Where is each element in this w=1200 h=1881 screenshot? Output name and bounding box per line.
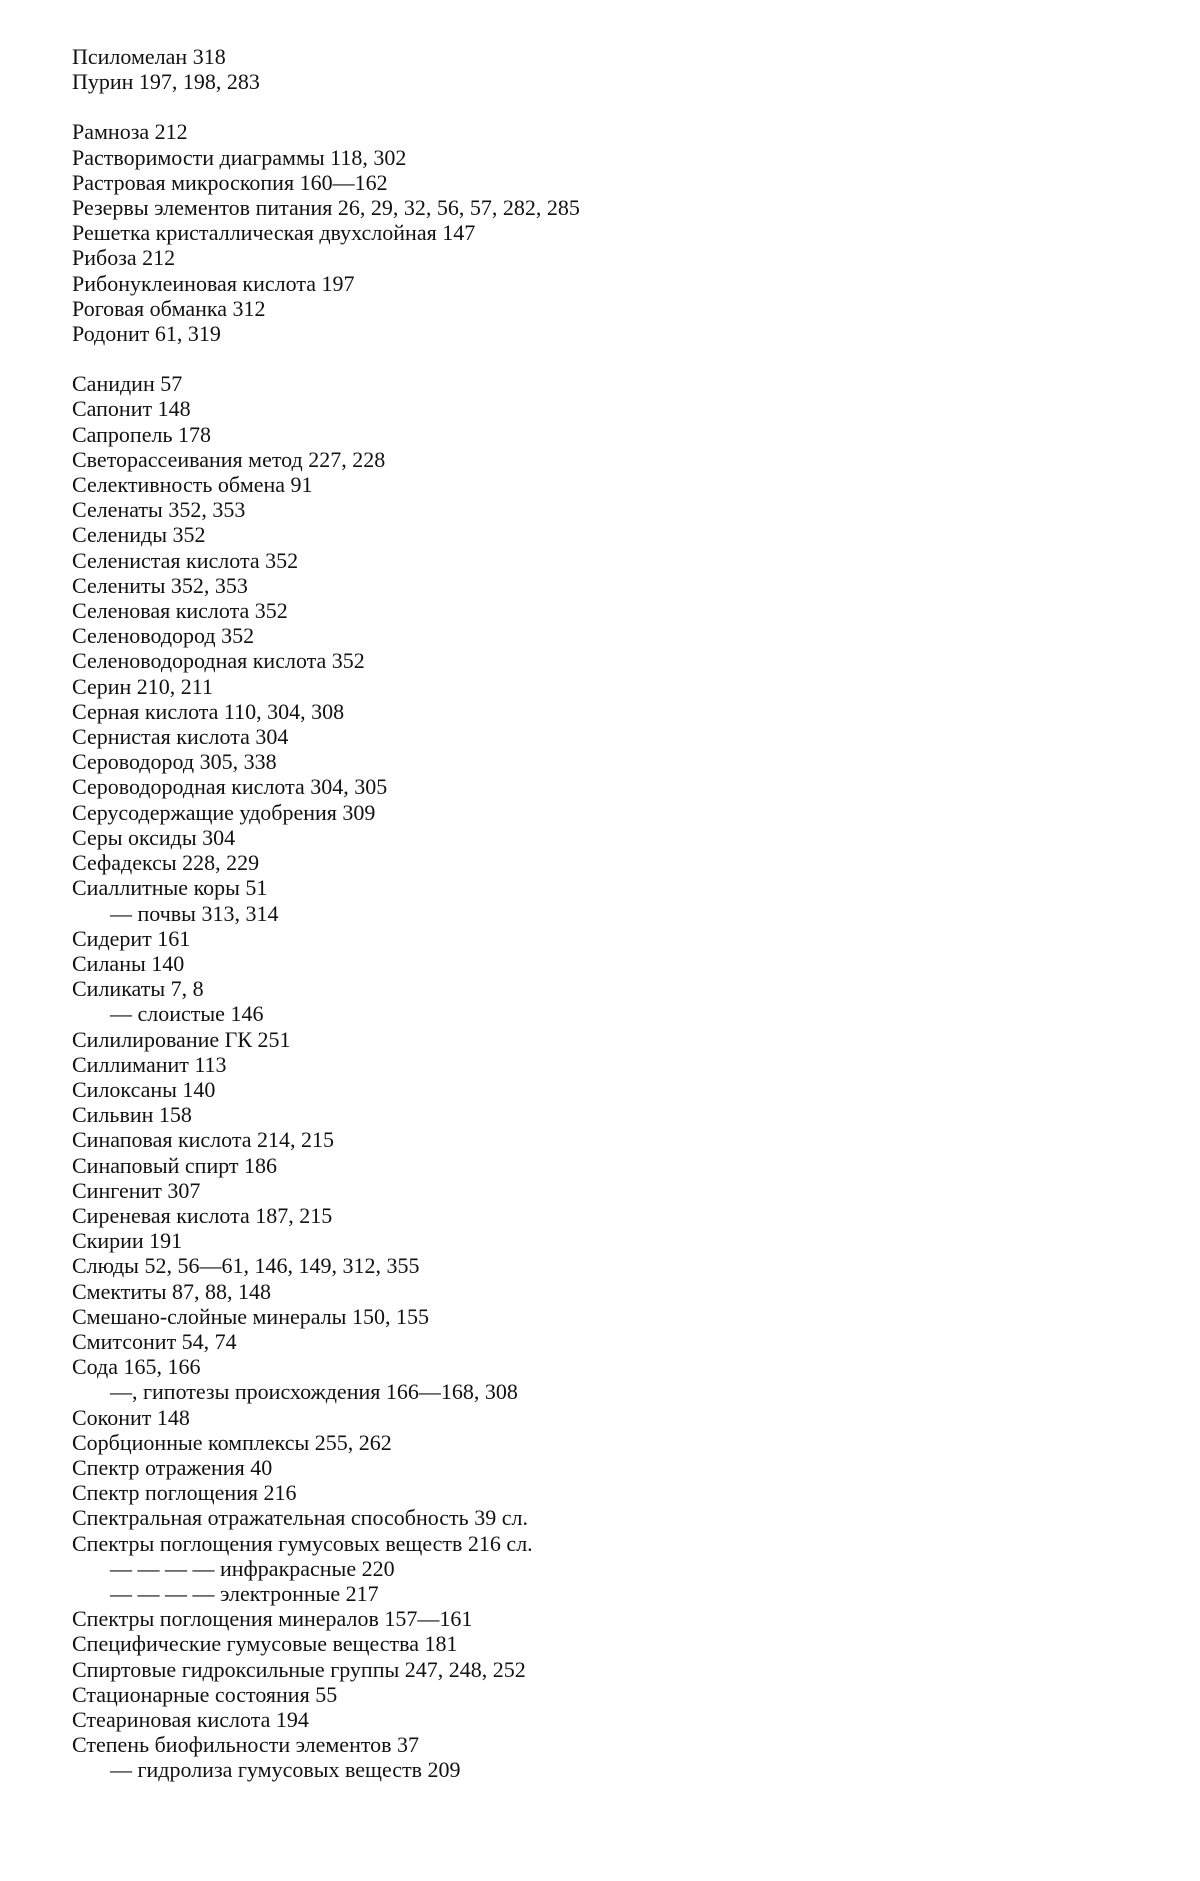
index-entry: Селенаты 352, 353 bbox=[72, 497, 246, 523]
index-entry: Псиломелан 318 bbox=[72, 44, 226, 69]
index-entry: Рибоза 212 bbox=[72, 245, 176, 271]
index-entry: Смитсонит 54, 74 bbox=[72, 1328, 237, 1354]
index-subentry: — гидролиза гумусовых веществ 209 bbox=[110, 1757, 461, 1783]
index-entry: Смешано-слойные минералы 150, 155 bbox=[72, 1303, 429, 1329]
index-entry: Спектр отражения 40 bbox=[72, 1454, 273, 1480]
index-entry: Серы оксиды 304 bbox=[72, 824, 236, 850]
index-entry: Сернистая кислота 304 bbox=[72, 724, 289, 750]
index-entry: Серин 210, 211 bbox=[72, 673, 213, 699]
index-group bbox=[72, 119, 1152, 346]
index-entry: Сефадексы 228, 229 bbox=[72, 850, 260, 876]
index-entry: Серусодержащие удобрения 309 bbox=[72, 799, 376, 825]
index-subentry: — — — — электронные 217 bbox=[110, 1580, 379, 1606]
index-entry: Селенистая кислота 352 bbox=[72, 547, 299, 573]
index-entry: Рибонуклеиновая кислота 197 bbox=[72, 270, 355, 296]
index-entry: Селениты 352, 353 bbox=[72, 572, 248, 598]
index-entry: Селеноводородная кислота 352 bbox=[72, 648, 365, 674]
index-entry: Селеноводород 352 bbox=[72, 623, 255, 649]
index-entry: Сидерит 161 bbox=[72, 925, 191, 951]
index-entry: Растровая микроскопия 160—162 bbox=[72, 169, 388, 195]
index-subentry: — — — — инфракрасные 220 bbox=[110, 1555, 395, 1581]
index-group bbox=[72, 371, 1152, 1782]
index-entry: Силлиманит 113 bbox=[72, 1051, 227, 1077]
index-subentry: — слоистые 146 bbox=[110, 1001, 264, 1027]
index-entry: Спектр поглощения 216 bbox=[72, 1480, 297, 1506]
index-entry: Силикаты 7, 8 bbox=[72, 976, 204, 1002]
index-entry: Сапропель 178 bbox=[72, 421, 211, 447]
index-entry: Соконит 148 bbox=[72, 1404, 190, 1430]
index-entry: Родонит 61, 319 bbox=[72, 321, 221, 347]
index-group bbox=[72, 44, 1152, 94]
index-entry: Роговая обманка 312 bbox=[72, 295, 266, 321]
index-entry: Спектральная отражательная способность 39 сл. bbox=[72, 1505, 528, 1531]
index-entry: Сода 165, 166 bbox=[72, 1354, 201, 1380]
index-entry: Решетка кристаллическая двухслойная 147 bbox=[72, 220, 476, 246]
index-entry: Сиаллитные коры 51 bbox=[72, 875, 268, 901]
index-entry: Степень биофильности элементов 37 bbox=[72, 1732, 420, 1758]
index-entry: Слюды 52, 56—61, 146, 149, 312, 355 bbox=[72, 1253, 420, 1279]
index-entry: Селективность обмена 91 bbox=[72, 472, 313, 498]
index-entry: Селениды 352 bbox=[72, 522, 206, 548]
index-entry: Сингенит 307 bbox=[72, 1177, 201, 1203]
index-entry: Рамноза 212 bbox=[72, 119, 188, 145]
index-entry: Резервы элементов питания 26, 29, 32, 56, 57, 282, 285 bbox=[72, 195, 580, 221]
index-entry: Спектры поглощения минералов 157—161 bbox=[72, 1606, 473, 1632]
index-entry: Спиртовые гидроксильные группы 247, 248, 252 bbox=[72, 1656, 526, 1682]
index-subentry: — почвы 313, 314 bbox=[110, 900, 279, 926]
index-subentry: —, гипотезы происхождения 166—168, 308 bbox=[110, 1379, 518, 1405]
index-entry: Сероводород 305, 338 bbox=[72, 749, 277, 775]
index-entry: Силилирование ГК 251 bbox=[72, 1026, 291, 1052]
index-entry: Санидин 57 bbox=[72, 371, 183, 397]
index-entry: Стеариновая кислота 194 bbox=[72, 1707, 309, 1732]
index-entry: Растворимости диаграммы 118, 302 bbox=[72, 144, 407, 170]
index-entry: Сорбционные комплексы 255, 262 bbox=[72, 1429, 392, 1455]
index-entry: Стационарные состояния 55 bbox=[72, 1681, 338, 1707]
index-entry: Специфические гумусовые вещества 181 bbox=[72, 1631, 458, 1657]
index-entry: Селеновая кислота 352 bbox=[72, 598, 288, 624]
index-entry: Силаны 140 bbox=[72, 950, 185, 976]
index-entry: Скирии 191 bbox=[72, 1228, 183, 1254]
index-entry: Сиреневая кислота 187, 215 bbox=[72, 1202, 333, 1228]
index-entry: Синаповый спирт 186 bbox=[72, 1152, 278, 1178]
index-page bbox=[72, 44, 1152, 1808]
index-entry: Силоксаны 140 bbox=[72, 1076, 216, 1102]
index-entry: Сапонит 148 bbox=[72, 396, 191, 422]
index-entry: Светорассеивания метод 227, 228 bbox=[72, 446, 386, 472]
index-entry: Пурин 197, 198, 283 bbox=[72, 69, 260, 95]
index-entry: Синаповая кислота 214, 215 bbox=[72, 1127, 335, 1153]
index-entry: Сероводородная кислота 304, 305 bbox=[72, 774, 388, 800]
index-entry: Спектры поглощения гумусовых веществ 216 сл. bbox=[72, 1530, 533, 1556]
index-entry: Серная кислота 110, 304, 308 bbox=[72, 698, 345, 724]
index-entry: Сильвин 158 bbox=[72, 1102, 192, 1128]
index-entry: Смектиты 87, 88, 148 bbox=[72, 1278, 272, 1304]
